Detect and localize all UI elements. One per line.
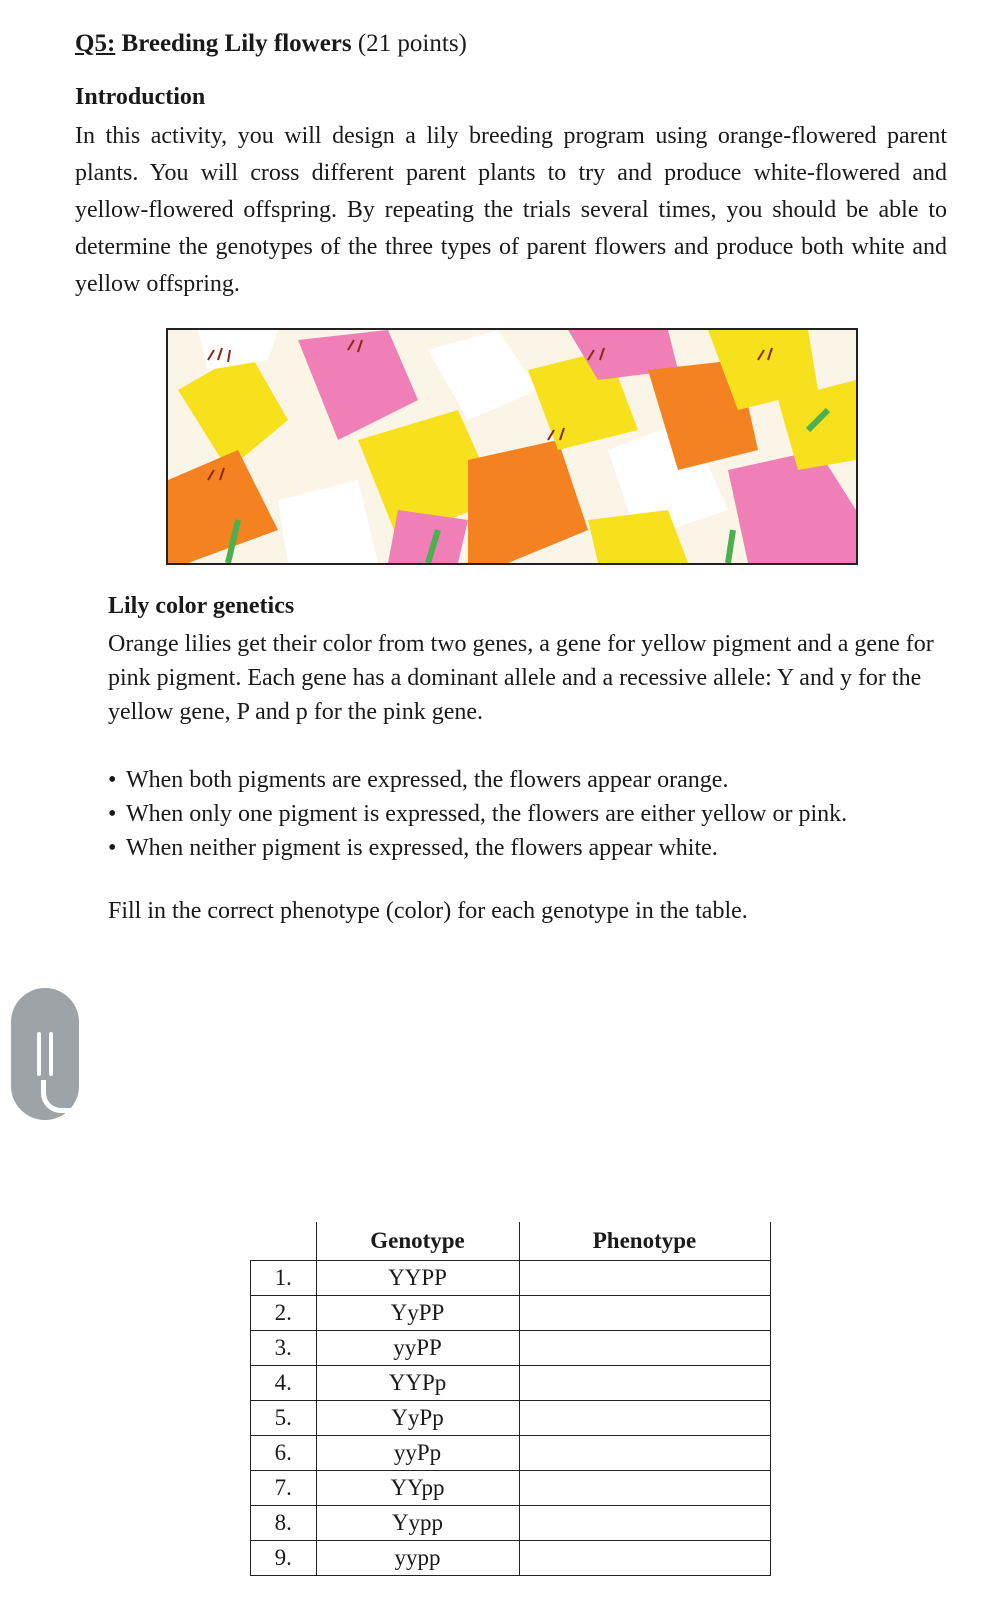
list-item: • When only one pigment is expressed, the flowers are either yellow or pink. (108, 797, 847, 831)
genotype-cell: YYPP (316, 1261, 519, 1296)
genotype-header: Genotype (316, 1222, 519, 1261)
number-header (251, 1222, 317, 1261)
table-row (251, 1436, 771, 1471)
table-row (251, 1296, 771, 1331)
introduction-text: In this activity, you will design a lily breeding program using orange-flowered parent plants. You will cross different parent plants to try and produce white-flowered and yellow-flowered offspring. By repeating the trials several times, you should be able to determine the genotypes of the three types of parent flowers and produce both white and yellow offspring. (75, 123, 947, 297)
row-number: 4. (251, 1366, 317, 1401)
question-points: (21 points) (357, 30, 467, 57)
grip-line (49, 1032, 53, 1076)
table-row (251, 1541, 771, 1576)
lily-flowers-illustration (166, 328, 858, 565)
row-number: 6. (251, 1436, 317, 1471)
grip-line (37, 1032, 41, 1076)
question-number: Q5: (75, 30, 116, 57)
list-item: • When neither pigment is expressed, the flowers appear white. (108, 831, 847, 865)
hook-mark (41, 1080, 91, 1113)
genotype-table (250, 1222, 771, 1576)
phenotype-cell[interactable] (519, 1331, 770, 1366)
row-number: 9. (251, 1541, 317, 1576)
row-number: 3. (251, 1331, 317, 1366)
phenotype-header: Phenotype (519, 1222, 770, 1261)
question-name: Breeding Lily flowers (121, 30, 352, 57)
phenotype-cell[interactable] (519, 1261, 770, 1296)
introduction-heading: Introduction (75, 84, 206, 110)
genetics-heading: Lily color genetics (108, 593, 295, 619)
row-number: 7. (251, 1471, 317, 1506)
question-title (75, 30, 467, 58)
genotype-cell: yyPP (316, 1331, 519, 1366)
phenotype-cell[interactable] (519, 1401, 770, 1436)
phenotype-cell[interactable] (519, 1506, 770, 1541)
table-row (251, 1261, 771, 1296)
genotype-cell: yypp (316, 1541, 519, 1576)
table-row (251, 1506, 771, 1541)
table-row (251, 1331, 771, 1366)
row-number: 8. (251, 1506, 317, 1541)
table-instruction: Fill in the correct phenotype (color) for each genotype in the table. (108, 898, 748, 924)
row-number: 1. (251, 1261, 317, 1296)
table-header-row (251, 1222, 771, 1261)
table-row (251, 1471, 771, 1506)
scroll-handle-icon[interactable] (11, 988, 79, 1120)
phenotype-cell[interactable] (519, 1436, 770, 1471)
genotype-cell: YyPp (316, 1401, 519, 1436)
row-number: 2. (251, 1296, 317, 1331)
genotype-cell: yyPp (316, 1436, 519, 1471)
table-row (251, 1401, 771, 1436)
list-item: • When both pigments are expressed, the flowers appear orange. (108, 763, 847, 797)
pigment-rules-list (108, 763, 847, 865)
phenotype-cell[interactable] (519, 1366, 770, 1401)
phenotype-cell[interactable] (519, 1541, 770, 1576)
genotype-cell: Yypp (316, 1506, 519, 1541)
genetics-text: Orange lilies get their color from two genes, a gene for yellow pigment and a gene for pink pigment. Each gene has a dominant allele and a recessive allele: Y and y for the yellow gene, P and p for the pink gene. (108, 631, 934, 725)
phenotype-cell[interactable] (519, 1471, 770, 1506)
phenotype-cell[interactable] (519, 1296, 770, 1331)
genotype-cell: YyPP (316, 1296, 519, 1331)
table-row (251, 1366, 771, 1401)
row-number: 5. (251, 1401, 317, 1436)
genotype-cell: YYPp (316, 1366, 519, 1401)
genotype-cell: YYpp (316, 1471, 519, 1506)
